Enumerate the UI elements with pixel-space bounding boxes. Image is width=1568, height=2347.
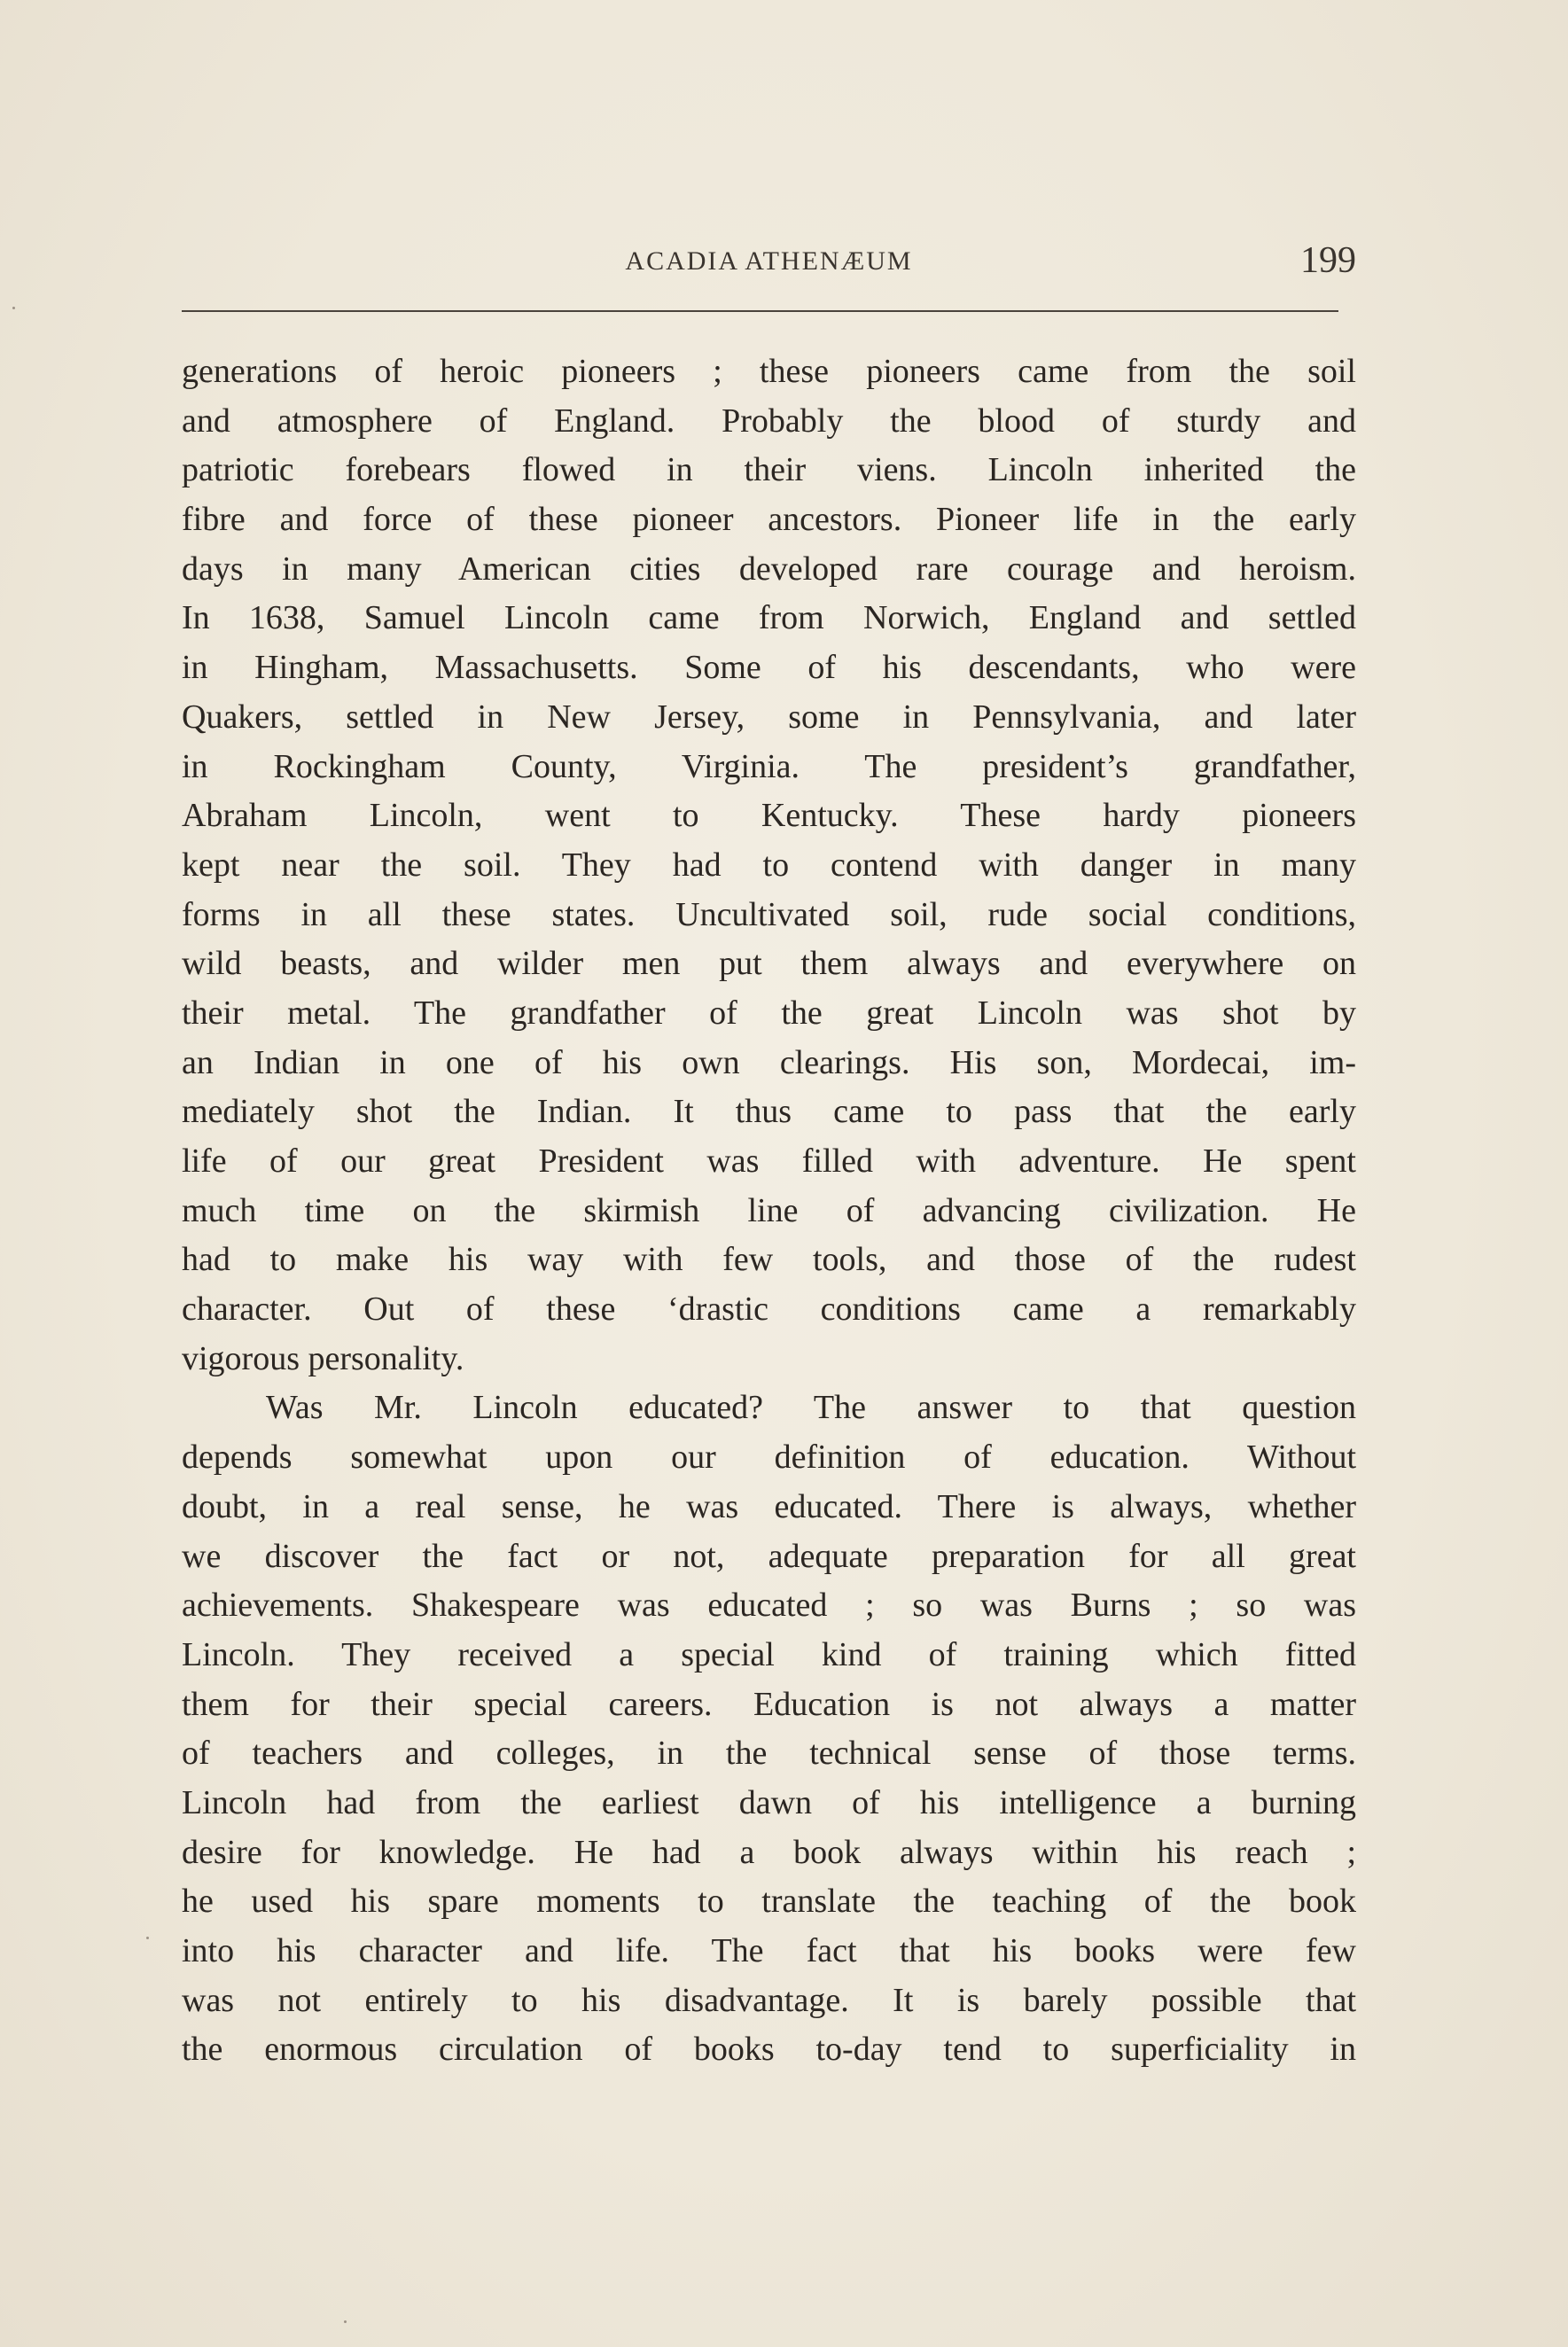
text-line: Lincoln. They received a special kind of training which fitted — [182, 1635, 1356, 1673]
text-line: character. Out of these ‘drastic conditions came a remarkably — [182, 1290, 1356, 1329]
paragraph-end-line: vigorous personality. — [182, 1339, 464, 1377]
text-line: he used his spare moments to translate the teaching of the book — [182, 1883, 1356, 1921]
paper-speck — [146, 1937, 149, 1939]
running-head: ACADIA ATHENÆUM — [625, 246, 913, 276]
text-line: was not entirely to his disadvantage. It is barely possible that — [182, 1981, 1356, 2019]
text-line: desire for knowledge. He had a book always within his reach ; — [182, 1833, 1356, 1871]
text-line: fibre and force of these pioneer ancestors. Pioneer life in the early — [182, 501, 1356, 539]
text-line: their metal. The grandfather of the great Lincoln was shot by — [182, 994, 1356, 1032]
page-header — [182, 239, 1356, 292]
text-line: In 1638, Samuel Lincoln came from Norwich, England and settled — [182, 599, 1356, 637]
paper-speck — [12, 307, 15, 309]
text-line: generations of heroic pioneers ; these pioneers came from the soil — [182, 353, 1356, 390]
text-line: into his character and life. The fact that his books were few — [182, 1932, 1356, 1969]
text-line: we discover the fact or not, adequate preparation for all great — [182, 1537, 1356, 1575]
text-line: the enormous circulation of books to-day tend to superficiality in — [182, 2031, 1356, 2069]
text-line: had to make his way with few tools, and those of the rudest — [182, 1241, 1356, 1279]
header-rule — [182, 310, 1338, 312]
text-line: forms in all these states. Uncultivated soil, rude social conditions, — [182, 895, 1356, 933]
text-line: wild beasts, and wilder men put them always and everywhere on — [182, 945, 1356, 983]
body-text — [182, 347, 1356, 2075]
text-line: an Indian in one of his own clearings. His son, Mordecai, im- — [182, 1043, 1356, 1081]
text-line: patriotic forebears flowed in their viens. Lincoln inherited the — [182, 451, 1356, 489]
text-line: Quakers, settled in New Jersey, some in Pennsylvania, and later — [182, 698, 1356, 736]
paragraph-start-line: Was Mr. Lincoln educated? The answer to that question — [266, 1389, 1356, 1427]
text-line: much time on the skirmish line of advancing civilization. He — [182, 1191, 1356, 1229]
text-line: life of our great President was filled with adventure. He spent — [182, 1142, 1356, 1180]
text-line: and atmosphere of England. Probably the blood of sturdy and — [182, 402, 1356, 440]
paper-speck — [344, 2320, 347, 2323]
text-line: in Hingham, Massachusetts. Some of his descendants, who were — [182, 649, 1356, 687]
text-line: doubt, in a real sense, he was educated. There is always, whether — [182, 1487, 1356, 1525]
text-line: mediately shot the Indian. It thus came to pass that the early — [182, 1093, 1356, 1131]
page-number: 199 — [1300, 240, 1356, 281]
text-line: achievements. Shakespeare was educated ; so was Burns ; so was — [182, 1587, 1356, 1625]
text-line: them for their special careers. Education is not always a matter — [182, 1685, 1356, 1723]
text-line: depends somewhat upon our definition of education. Without — [182, 1439, 1356, 1477]
text-line: days in many American cities developed rare courage and heroism. — [182, 550, 1356, 588]
text-line: of teachers and colleges, in the technical sense of those terms. — [182, 1735, 1356, 1773]
text-line: Abraham Lincoln, went to Kentucky. These hardy pioneers — [182, 797, 1356, 835]
text-line: kept near the soil. They had to contend with danger in many — [182, 846, 1356, 884]
text-line: in Rockingham County, Virginia. The president’s grandfather, — [182, 747, 1356, 785]
text-line: Lincoln had from the earliest dawn of his intelligence a burning — [182, 1783, 1356, 1821]
